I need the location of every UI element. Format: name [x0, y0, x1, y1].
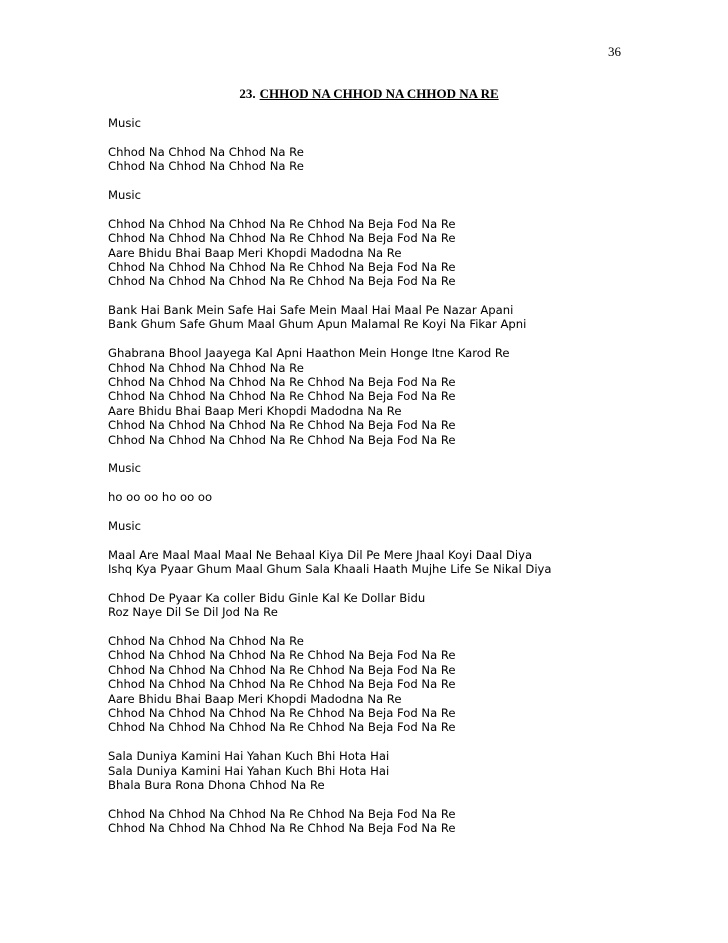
lyrics-body: [108, 116, 552, 836]
lyric-line: Aare Bhidu Bhai Baap Meri Khopdi Madodna Na Re: [108, 403, 402, 418]
lyric-line: Chhod Na Chhod Na Chhod Na Re Chhod Na Beja Fod Na Re: [108, 720, 456, 735]
stanza-gap: [108, 447, 552, 461]
stanza-gap: [108, 130, 552, 144]
lyric-line: Chhod Na Chhod Na Chhod Na Re Chhod Na Beja Fod Na Re: [108, 231, 456, 246]
lyric-line: Chhod Na Chhod Na Chhod Na Re Chhod Na Beja Fod Na Re: [108, 274, 456, 289]
page-number: 36: [608, 44, 621, 59]
lyric-line: Maal Are Maal Maal Maal Ne Behaal Kiya Dil Pe Mere Jhaal Koyi Daal Diya: [108, 547, 533, 562]
stanza-gap: [108, 332, 552, 346]
stanza-gap: [108, 792, 552, 806]
lyric-line: Aare Bhidu Bhai Baap Meri Khopdi Madodna Na Re: [108, 691, 402, 706]
stanza-gap: [108, 620, 552, 634]
lyric-line: Music: [108, 461, 141, 476]
stanza-gap: [108, 735, 552, 749]
stanza-gap: [108, 577, 552, 591]
lyric-line: Chhod Na Chhod Na Chhod Na Re Chhod Na Beja Fod Na Re: [108, 648, 456, 663]
song-number: 23.: [239, 86, 256, 101]
lyric-line: ho oo oo ho oo oo: [108, 490, 213, 505]
lyric-line: Aare Bhidu Bhai Baap Meri Khopdi Madodna Na Re: [108, 245, 402, 260]
lyric-line: Chhod Na Chhod Na Chhod Na Re Chhod Na Beja Fod Na Re: [108, 259, 456, 274]
stanza-gap: [108, 202, 552, 216]
stanza-gap: [108, 533, 552, 547]
lyric-line: Chhod Na Chhod Na Chhod Na Re Chhod Na Beja Fod Na Re: [108, 375, 456, 390]
lyric-line: Chhod Na Chhod Na Chhod Na Re Chhod Na Beja Fod Na Re: [108, 821, 456, 836]
lyric-line: Chhod Na Chhod Na Chhod Na Re Chhod Na Beja Fod Na Re: [108, 677, 456, 692]
lyric-line: Chhod Na Chhod Na Chhod Na Re Chhod Na Beja Fod Na Re: [108, 216, 456, 231]
song-name: CHHOD NA CHHOD NA CHHOD NA RE: [259, 86, 499, 101]
lyric-line: Chhod Na Chhod Na Chhod Na Re Chhod Na Beja Fod Na Re: [108, 706, 456, 721]
lyric-line: Chhod Na Chhod Na Chhod Na Re: [108, 634, 304, 649]
song-title: [0, 86, 728, 102]
stanza-gap: [108, 505, 552, 519]
lyric-line: Ghabrana Bhool Jaayega Kal Apni Haathon Mein Honge Itne Karod Re: [108, 346, 510, 361]
lyric-line: Chhod Na Chhod Na Chhod Na Re Chhod Na Beja Fod Na Re: [108, 432, 456, 447]
lyric-line: Chhod De Pyaar Ka coller Bidu Ginle Kal Ke Dollar Bidu: [108, 590, 426, 605]
lyric-line: Music: [108, 116, 141, 130]
lyric-line: Bank Hai Bank Mein Safe Hai Safe Mein Maal Hai Maal Pe Nazar Apani: [108, 303, 514, 318]
lyric-line: Bhala Bura Rona Dhona Chhod Na Re: [108, 777, 325, 792]
lyric-line: Chhod Na Chhod Na Chhod Na Re Chhod Na Beja Fod Na Re: [108, 418, 456, 433]
lyric-line: Chhod Na Chhod Na Chhod Na Re Chhod Na Beja Fod Na Re: [108, 389, 456, 404]
stanza-gap: [108, 476, 552, 490]
stanza-gap: [108, 174, 552, 188]
lyric-line: Sala Duniya Kamini Hai Yahan Kuch Bhi Hota Hai: [108, 749, 390, 764]
stanza-gap: [108, 289, 552, 303]
lyric-line: Sala Duniya Kamini Hai Yahan Kuch Bhi Hota Hai: [108, 763, 390, 778]
lyric-line: Chhod Na Chhod Na Chhod Na Re Chhod Na Beja Fod Na Re: [108, 662, 456, 677]
lyric-line: Chhod Na Chhod Na Chhod Na Re: [108, 144, 304, 159]
lyric-line: Music: [108, 518, 141, 533]
lyric-line: Chhod Na Chhod Na Chhod Na Re Chhod Na Beja Fod Na Re: [108, 806, 456, 821]
lyric-line: Ishq Kya Pyaar Ghum Maal Ghum Sala Khaali Haath Mujhe Life Se Nikal Diya: [108, 562, 552, 577]
lyric-line: Chhod Na Chhod Na Chhod Na Re: [108, 360, 304, 375]
lyric-line: Roz Naye Dil Se Dil Jod Na Re: [108, 605, 278, 620]
lyric-line: Chhod Na Chhod Na Chhod Na Re: [108, 159, 304, 174]
lyric-line: Music: [108, 187, 141, 202]
lyric-line: Bank Ghum Safe Ghum Maal Ghum Apun Malamal Re Koyi Na Fikar Apni: [108, 317, 527, 332]
